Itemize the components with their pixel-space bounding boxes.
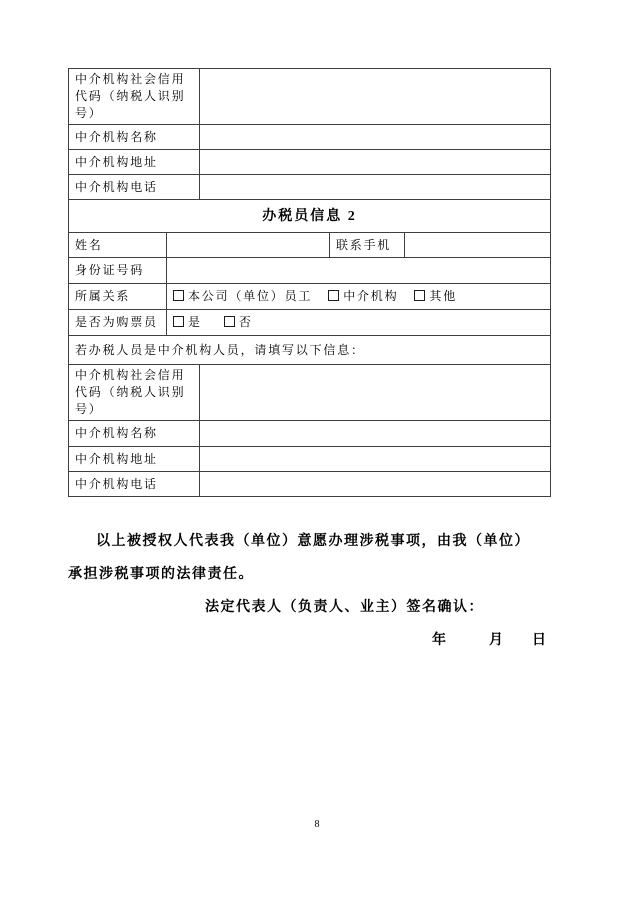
ticket-option-label: 是 <box>188 315 202 329</box>
table-row <box>69 364 550 420</box>
agency2-credit-code-label <box>69 365 199 420</box>
date-line <box>68 624 551 657</box>
table-row <box>69 232 550 257</box>
agency2-address-input[interactable] <box>199 447 550 471</box>
table-row <box>69 257 550 283</box>
relation-option-other[interactable] <box>414 288 457 305</box>
relation-option-label: 中介机构 <box>343 289 399 303</box>
signature-confirmation-line: 法定代表人（负责人、业主）签名确认： <box>205 600 484 615</box>
ticket-option-no[interactable] <box>224 314 253 331</box>
name-input[interactable] <box>166 233 329 257</box>
table-row <box>69 149 550 174</box>
table-row <box>69 420 550 446</box>
agency-phone-input[interactable] <box>199 175 550 199</box>
relation-option-agency[interactable] <box>328 288 398 305</box>
mobile-input[interactable] <box>404 233 550 257</box>
section-title: 办税员信息 2 <box>262 208 357 224</box>
agency2-credit-code-input[interactable] <box>199 365 550 420</box>
agency-credit-code-input[interactable] <box>199 69 550 124</box>
checkbox-unchecked-icon[interactable] <box>173 316 184 327</box>
table-row <box>69 174 550 199</box>
table-row <box>69 283 550 309</box>
id-number-input[interactable] <box>166 258 550 283</box>
agency-credit-code-label-text: 中介机构社会信用代码（纳税人识别号） <box>75 72 186 120</box>
page-content <box>68 68 551 657</box>
agency-name-label: 中介机构名称 <box>75 129 158 144</box>
declaration-paragraph: 以上被授权人代表我（单位）意愿办理涉税事项，由我（单位）承担涉税事项的法律责任。 <box>68 534 530 582</box>
table-row <box>69 471 550 496</box>
date-year-label: 年 <box>432 633 447 648</box>
agency2-credit-code-label-text: 中介机构社会信用代码（纳税人识别号） <box>75 368 186 416</box>
agency2-phone-input[interactable] <box>199 472 550 496</box>
date-day-label: 日 <box>532 633 547 648</box>
relation-option-label: 其他 <box>429 289 458 303</box>
checkbox-unchecked-icon[interactable] <box>173 290 184 301</box>
declaration-block <box>68 525 551 657</box>
ticket-buyer-label: 是否为购票员 <box>75 315 158 329</box>
table-row <box>69 69 550 124</box>
agency2-phone-label: 中介机构电话 <box>75 476 158 491</box>
table-row <box>69 335 550 364</box>
id-number-label: 身份证号码 <box>75 263 145 277</box>
tax-clerk-form-table <box>68 68 551 497</box>
ticket-buyer-options-cell <box>166 310 550 335</box>
ticket-option-label: 否 <box>238 315 253 329</box>
checkbox-unchecked-icon[interactable] <box>328 290 339 301</box>
agency-address-label: 中介机构地址 <box>75 154 158 169</box>
agency2-name-input[interactable] <box>199 421 550 446</box>
table-row <box>69 199 550 232</box>
agency-credit-code-label <box>69 69 199 124</box>
agency2-name-label: 中介机构名称 <box>75 426 158 440</box>
table-row <box>69 309 550 335</box>
checkbox-unchecked-icon[interactable] <box>414 290 425 301</box>
relation-option-label: 本公司（单位）员工 <box>188 289 313 303</box>
agency-phone-label: 中介机构电话 <box>75 179 158 194</box>
agency-note-text: 若办税人员是中介机构人员，请填写以下信息： <box>75 342 365 357</box>
agency2-address-label: 中介机构地址 <box>75 451 158 466</box>
date-month-label: 月 <box>489 633 504 648</box>
table-row <box>69 124 550 149</box>
relation-option-company[interactable] <box>173 288 312 305</box>
checkbox-unchecked-icon[interactable] <box>224 316 235 327</box>
mobile-label: 联系手机 <box>329 233 404 257</box>
agency-name-input[interactable] <box>199 125 550 149</box>
agency-address-input[interactable] <box>199 150 550 174</box>
relation-label: 所属关系 <box>75 289 131 303</box>
table-row <box>69 446 550 471</box>
ticket-option-yes[interactable] <box>173 314 202 331</box>
page-number: 8 <box>314 819 320 830</box>
name-label: 姓名 <box>75 237 103 252</box>
relation-options-cell <box>166 284 550 309</box>
